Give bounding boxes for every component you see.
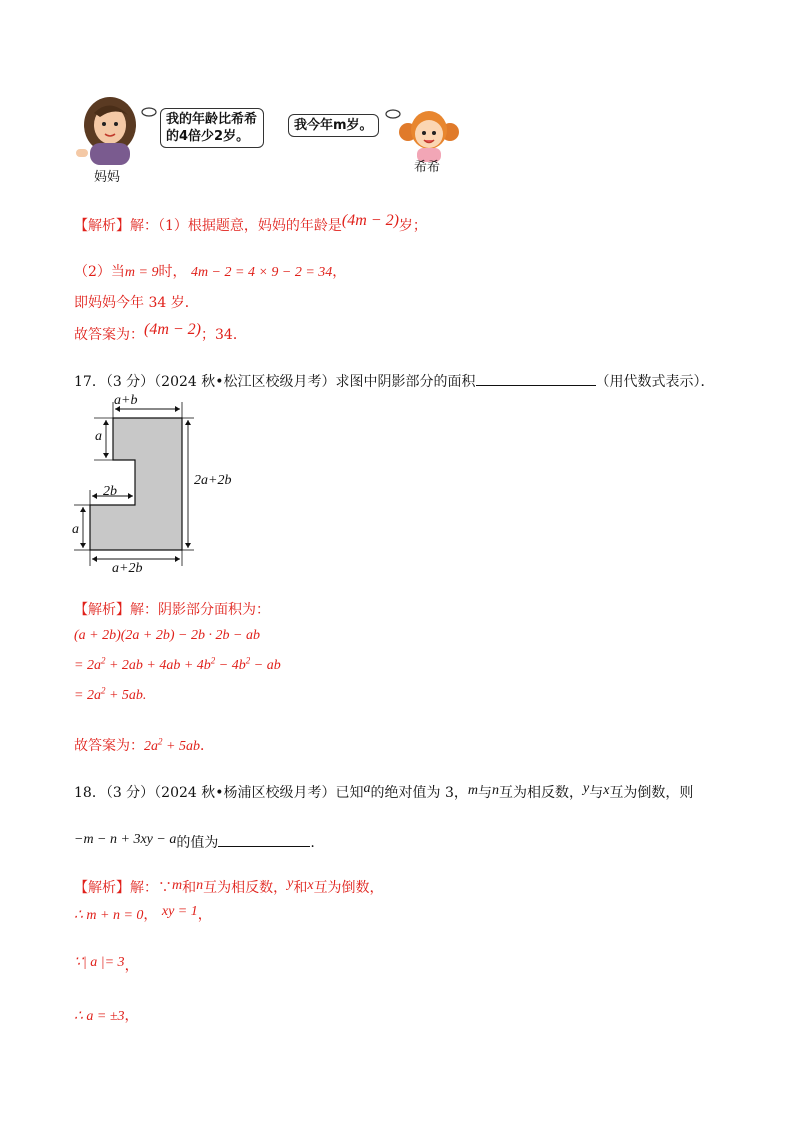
q18-sol2-a: ∴ m + n = 0 (74, 908, 144, 923)
q18-answer-blank[interactable] (218, 832, 310, 847)
q16-line2-end: ， (332, 264, 347, 280)
q18-stem-e: 与 (589, 785, 604, 801)
daughter-caption: 希希 (414, 160, 441, 175)
mother-bubble-line1: 我的年龄比希希 (166, 112, 258, 127)
q17-step2-exp2: 2 (210, 655, 216, 666)
q18-sol1-b: 和 (182, 880, 197, 896)
q18-sol1-n: n (196, 878, 204, 893)
q18-sol1-c: 互为相反数， (203, 880, 288, 896)
q18-solution-line1 (74, 878, 384, 899)
q17-answer-line (74, 736, 214, 757)
q17-stem-prefix: 17．（3 分）（2024 秋•松江区校级月考）求图中阴影部分的面积 (74, 374, 476, 390)
q18-var-y: y (583, 781, 590, 796)
q17-step3-b: + 5ab (105, 688, 143, 703)
daughter-figure (398, 106, 460, 162)
q18-var-x: x (603, 783, 610, 798)
q17-step1: (a + 2b)(2a + 2b) − 2b · 2b − ab (74, 628, 260, 643)
q16-line2-cond: m = 9 (124, 265, 159, 280)
q18-sol1-e: 互为倒数， (313, 880, 384, 896)
q18-stem-d: 互为相反数， (499, 785, 583, 801)
q16-line1-prefix: 【解析】解：（1）根据题意，妈妈的年龄是 (74, 218, 342, 234)
q18-sol2-b: ， (143, 907, 158, 923)
q18-stem-c: 与 (478, 785, 492, 801)
q18-sol1-m: m (172, 878, 183, 893)
q18-sol4-a: ∴ a = ±3 (74, 1009, 125, 1024)
q18-stem-a: 18．（3 分）（2024 秋•杨浦区校级月考）已知 (74, 785, 364, 801)
q18-var-n: n (492, 783, 499, 798)
q17-answer-b: + 5ab (162, 739, 200, 754)
q16-line2-expr: 4m − 2 = 4 × 9 − 2 = 34 (190, 265, 333, 280)
mother-bubble-line2: 的4倍少2岁。 (166, 129, 250, 144)
q18-solution-line3 (74, 956, 139, 977)
q18-sol2-d: ， (197, 907, 212, 923)
q18-solution-line4 (74, 1006, 139, 1027)
q18-sol1-y: y (287, 876, 294, 891)
q17-answer-end: ． (199, 738, 214, 754)
q18-stem-f: 互为倒数，则 (609, 785, 694, 801)
q16-solution-line2 (74, 262, 346, 283)
q16-line2-mid: 时， (158, 264, 187, 280)
q16-solution-line3: 即妈妈今年 34 岁． (74, 295, 199, 311)
q18-solution-line2 (74, 905, 212, 926)
mother-figure (70, 95, 150, 165)
q16-line2-prefix: （2）当 (74, 264, 125, 280)
q18-stem-b: 的绝对值为 3， (370, 785, 468, 801)
q18-sol3-b: ， (124, 958, 139, 974)
q17-label-top: a+b (114, 393, 138, 408)
q18-stem-line2 (74, 832, 315, 854)
q17-label-right: 2a+2b (194, 473, 232, 488)
q17-stem (74, 371, 715, 392)
q17-answer-blank[interactable] (476, 371, 596, 386)
q17-step2-a: = 2a (74, 658, 101, 673)
q18-stem-l2-b: 的值为 (176, 835, 219, 851)
q17-step2-d: − ab (250, 658, 281, 673)
q18-var-m: m (467, 783, 478, 798)
q16-line1-expr: (4m − 2) (341, 212, 399, 229)
q16-answer-suffix: ；34． (201, 327, 247, 343)
mother-caption: 妈妈 (94, 170, 121, 185)
q18-sol1-d: 和 (293, 880, 308, 896)
q18-stem-l2-end: . (310, 835, 315, 851)
q18-sol1-x: x (307, 878, 314, 893)
q16-answer-expr: (4m − 2) (144, 321, 202, 338)
q18-sol2-c: xy = 1 (161, 904, 198, 919)
q17-step3 (74, 686, 146, 706)
q17-solution-label: 【解析】解：阴影部分面积为： (74, 602, 270, 618)
q17-stem-suffix: （用代数式表示）． (595, 374, 715, 390)
q17-step2-c: − 4b (215, 658, 246, 673)
q17-step2-b: + 2ab + 4ab + 4b (105, 658, 211, 673)
q18-sol4-b: ， (124, 1008, 139, 1024)
q16-line1-suffix: 岁； (398, 218, 427, 234)
q18-stem-expr: −m − n + 3xy − a (74, 832, 177, 847)
q18-sol3-a: ∵| a |= 3 (74, 955, 125, 970)
q17-step2 (74, 656, 281, 676)
q17-step2-exp1: 2 (100, 655, 106, 666)
q17-label-bottom: a+2b (112, 561, 143, 576)
daughter-speech-bubble: 我今年m岁。 (288, 114, 379, 137)
q16-solution-line1 (74, 212, 427, 236)
mother-thought-dot (140, 106, 158, 118)
q17-step3-a: = 2a (74, 688, 101, 703)
q17-answer-a: 2a (144, 739, 158, 754)
q17-label-left-bottom: a (72, 522, 79, 537)
q18-stem-line1 (74, 783, 693, 804)
q18-var-a: a (363, 781, 371, 796)
q17-label-notch: 2b (103, 484, 117, 499)
mother-speech-bubble (160, 108, 264, 148)
q17-step2-exp3: 2 (245, 655, 251, 666)
q17-answer-exp: 2 (158, 736, 163, 747)
q16-answer-prefix: 故答案为： (74, 327, 144, 343)
q17-step3-exp: 2 (100, 685, 106, 696)
q17-step3-end: . (142, 688, 147, 703)
q17-answer-prefix: 故答案为： (74, 738, 144, 754)
q17-label-left-top: a (95, 429, 102, 444)
q16-answer-line (74, 321, 247, 345)
q18-sol1-a: 【解析】解：∵ (74, 880, 172, 896)
